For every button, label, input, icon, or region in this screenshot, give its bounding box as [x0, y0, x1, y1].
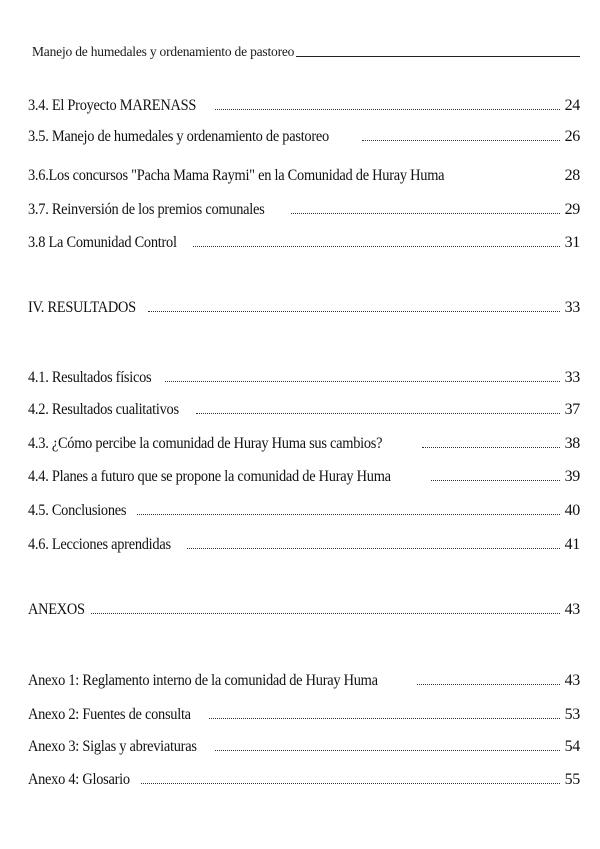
- dot-leader: [417, 684, 560, 685]
- toc-entry: [28, 200, 580, 220]
- toc-entry-title: Anexo 2: Fuentes de consulta: [28, 706, 191, 723]
- toc-entry-page: 41: [564, 536, 580, 553]
- toc-entry-title: Anexo 3: Siglas y abreviaturas: [28, 738, 197, 755]
- toc-entry-title: Anexo 4: Glosario: [28, 771, 130, 788]
- toc-entry-title: Anexo 1: Reglamento interno de la comunidad de Huray Huma: [28, 672, 378, 689]
- dot-leader: [209, 718, 560, 719]
- running-header-text: Manejo de humedales y ordenamiento de pastoreo: [32, 44, 295, 59]
- toc-entry: [28, 770, 580, 790]
- dot-leader: [291, 213, 560, 214]
- dot-leader: [431, 480, 560, 481]
- dot-leader: [193, 246, 560, 247]
- dot-leader: [215, 750, 560, 751]
- toc-entry: [28, 400, 580, 420]
- toc-entry: [28, 233, 580, 253]
- toc-entry: [28, 166, 580, 186]
- toc-entry-page: 37: [564, 401, 580, 418]
- toc-entry-page: 26: [564, 128, 580, 145]
- toc-entry-title: 4.1. Resultados físicos: [28, 369, 152, 386]
- toc-entry-page: 31: [564, 234, 580, 251]
- toc-entry: [28, 705, 580, 725]
- toc-entry-page: 38: [564, 435, 580, 452]
- toc-entry-title: 3.6.Los concursos "Pacha Mama Raymi" en la Comunidad de Huray Huma: [28, 167, 445, 184]
- toc-entry-page: 33: [564, 369, 580, 386]
- toc-entry: [28, 434, 580, 454]
- toc-entry-title: IV. RESULTADOS: [28, 299, 136, 316]
- dot-leader: [141, 783, 560, 784]
- toc-entry-page: 28: [564, 167, 580, 184]
- dot-leader: [215, 109, 560, 110]
- toc-entry: [28, 467, 580, 487]
- dot-leader: [91, 613, 560, 614]
- toc-entry-page: 33: [564, 299, 580, 316]
- toc-entry-title: 3.8 La Comunidad Control: [28, 234, 177, 251]
- toc-entry-page: 29: [564, 201, 580, 218]
- toc-entry: [28, 535, 580, 555]
- dot-leader: [187, 548, 560, 549]
- toc-entry-page: 39: [564, 468, 580, 485]
- dot-leader: [165, 381, 560, 382]
- dot-leader: [422, 447, 560, 448]
- toc-entry-title: 4.3. ¿Cómo percibe la comunidad de Huray Huma sus cambios?: [28, 435, 383, 452]
- toc-section-heading: [28, 298, 580, 318]
- toc-entry: [28, 368, 580, 388]
- toc-entry-page: 55: [564, 771, 580, 788]
- toc-entry-title: 4.6. Lecciones aprendidas: [28, 536, 171, 553]
- dot-leader: [196, 413, 560, 414]
- toc-entry-title: 4.5. Conclusiones: [28, 502, 127, 519]
- toc-entry-page: 40: [564, 502, 580, 519]
- toc-section-heading: [28, 600, 580, 620]
- toc-entry-page: 53: [564, 706, 580, 723]
- toc-entry-title: 4.2. Resultados cualitativos: [28, 401, 179, 418]
- toc-entry: [28, 501, 580, 521]
- toc-entry: [28, 127, 580, 147]
- dot-leader: [148, 311, 560, 312]
- toc-entry-page: 43: [564, 601, 580, 618]
- toc-entry: [28, 737, 580, 757]
- dot-leader: [362, 140, 560, 141]
- toc-entry-title: 4.4. Planes a futuro que se propone la comunidad de Huray Huma: [28, 468, 391, 485]
- toc-entry-page: 54: [564, 738, 580, 755]
- dot-leader: [137, 514, 560, 515]
- toc-entry: [28, 96, 580, 116]
- toc-entry-page: 24: [564, 97, 580, 114]
- toc-entry-title: 3.4. El Proyecto MARENASS: [28, 97, 197, 114]
- toc-entry-page: 43: [564, 672, 580, 689]
- toc-entry-title: 3.5. Manejo de humedales y ordenamiento de pastoreo: [28, 128, 329, 145]
- toc-entry-title: 3.7. Reinversión de los premios comunales: [28, 201, 265, 218]
- toc-entry: [28, 671, 580, 691]
- toc-entry-title: ANEXOS: [28, 601, 85, 618]
